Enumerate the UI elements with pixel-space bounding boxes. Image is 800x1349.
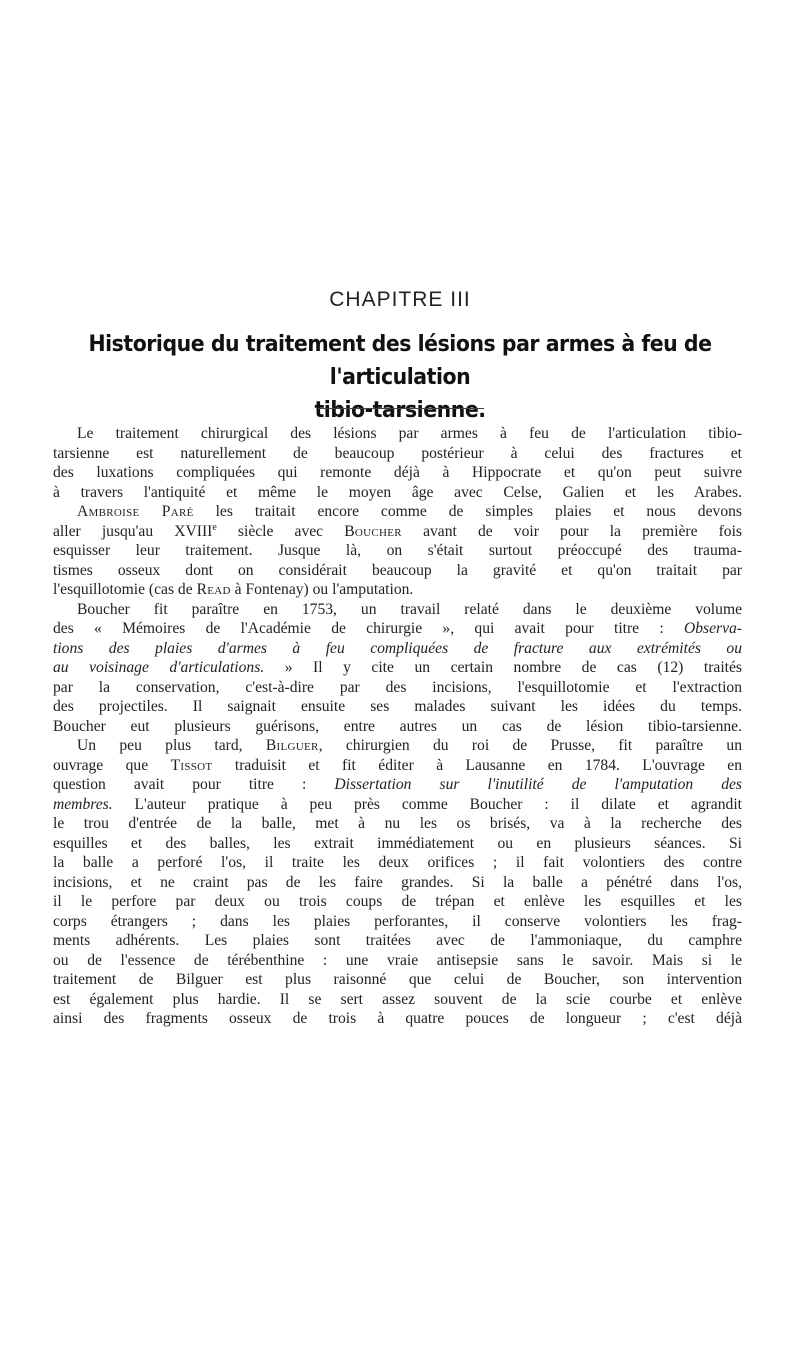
text-line: est également plus hardie. Il se sert assez souvent de la scie courbe et enlève (53, 990, 742, 1008)
text-line: incisions, et ne craint pas de les faire grandes. Si la balle a pénétré dans l'os, (53, 873, 742, 891)
chapter-heading: CHAPITRE III (329, 288, 471, 311)
text-line: des « Mémoires de l'Académie de chirurgie », qui avait pour titre : Observa- (53, 620, 742, 637)
body-text (53, 424, 742, 1029)
text-line: tarsienne est naturellement de beaucoup postérieur à celui des fractures et (53, 444, 742, 462)
text-line: ou de l'essence de térébenthine : une vraie antisepsie sans le savoir. Mais si le (53, 951, 742, 969)
text-line: la balle a perforé l'os, il traite les deux orifices ; il fait volontiers des contre (53, 854, 742, 871)
text-line: esquisser leur traitement. Jusque là, on s'était surtout préoccupé des trauma- (53, 542, 742, 559)
text-line: l'esquillotomie (cas de Read à Fontenay) ou l'amputation. (53, 581, 414, 598)
text-line: des projectiles. Il saignait ensuite ses malades suivant les idées du temps. (53, 698, 742, 715)
text-line: ainsi des fragments osseux de trois à quatre pouces de longueur ; c'est déjà (53, 1010, 742, 1027)
section-title-line-2: tibio-tarsienne. (314, 398, 486, 423)
text-line: Boucher eut plusieurs guérisons, entre autres un cas de lésion tibio-tarsienne. (53, 717, 742, 735)
text-line: il le perfore par deux ou trois coups de trépan et enlève les esquilles et les (53, 893, 742, 910)
text-line: ments adhérents. Les plaies sont traitées avec de l'ammoniaque, du camphre (53, 932, 742, 949)
text-line: des luxations compliquées qui remonte déjà à Hippocrate et qu'on peut suivre (53, 464, 742, 481)
text-line: au voisinage d'articulations. » Il y cite un certain nombre de cas (12) traités (53, 659, 742, 676)
text-line: Boucher fit paraître en 1753, un travail relaté dans le deuxième volume (77, 600, 742, 618)
section-title-line-1: Historique du traitement des lésions par armes à feu de l'articulation (88, 332, 712, 390)
text-line: Un peu plus tard, Bilguer, chirurgien du roi de Prusse, fit paraître un (77, 737, 742, 754)
text-line: corps étrangers ; dans les plaies perforantes, il conserve volontiers les frag- (53, 912, 742, 930)
work-title: membres. (53, 795, 113, 813)
text-line: question avait pour titre : Dissertation sur l'inutilité de l'amputation des (53, 776, 742, 793)
section-title (65, 328, 735, 427)
text-line (53, 639, 742, 659)
text-line: aller jusqu'au XVIIIe siècle avec Boucher avant de voir pour la première fois (53, 521, 742, 540)
work-title: au voisinage d'articulations. (53, 659, 265, 676)
text-line: ouvrage que Tissot traduisit et fit éditer à Lausanne en 1784. L'ouvrage en (53, 756, 742, 774)
author-name: Bilguer (265, 737, 319, 754)
text-line: tismes osseux dont on considérait beaucoup la gravité et qu'on traitait par (53, 561, 742, 579)
text-line: traitement de Bilguer est plus raisonné que celui de Boucher, son intervention (53, 971, 742, 988)
work-title: tions des plaies d'armes à feu compliquées de fracture aux extrémités ou (53, 639, 742, 657)
work-title: Observa- (683, 620, 742, 637)
text-line: à travers l'antiquité et même le moyen âge avec Celse, Galien et les Arabes. (53, 483, 742, 501)
author-name: Ambroise Paré (77, 503, 194, 520)
text-line: Le traitement chirurgical des lésions par armes à feu de l'articulation tibio- (77, 425, 742, 442)
text-line: Ambroise Paré les traitait encore comme de simples plaies et nous devons (77, 503, 742, 520)
text-line: membres. L'auteur pratique à peu près comme Boucher : il dilate et agrandit (53, 795, 742, 813)
title-divider (318, 408, 484, 409)
work-title: Dissertation sur l'inutilité de l'amputation des (334, 776, 742, 793)
text-line: par la conservation, c'est-à-dire par des incisions, l'esquillotomie et l'extraction (53, 678, 742, 696)
author-name: Tissot (170, 756, 213, 774)
author-name: Boucher (344, 522, 402, 540)
author-name: Read (196, 581, 231, 598)
text-line: esquilles et des balles, les extrait immédiatement ou en plusieurs séances. Si (53, 834, 742, 852)
text-line: le trou d'entrée de la balle, met à nu les os brisés, va à la recherche des (53, 815, 742, 832)
